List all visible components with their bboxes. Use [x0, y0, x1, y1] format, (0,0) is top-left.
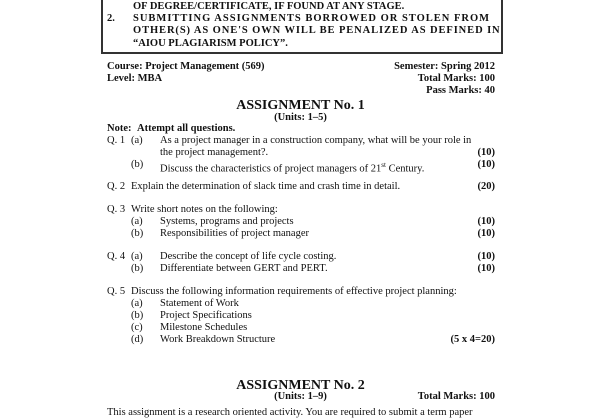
warning-item-number: 2.: [107, 13, 115, 24]
part-label: (b): [131, 228, 144, 239]
question-text: Discuss the following information requirements of effective project planning:: [131, 286, 457, 297]
question-number: Q. 4: [107, 251, 126, 262]
part-label: (b): [131, 263, 144, 274]
question-text: Differentiate between GERT and PERT.: [160, 263, 328, 274]
assignment-2-total-marks: Total Marks: 100: [417, 391, 495, 402]
question-text: As a project manager in a construction company, what will be your role in: [160, 135, 472, 146]
warning-line: SUBMITTING ASSIGNMENTS BORROWED OR STOLEN FROM: [133, 13, 491, 24]
question-text: Systems, programs and projects: [160, 216, 294, 227]
assignment-1-title: ASSIGNMENT No. 1: [236, 98, 365, 113]
question-text: Explain the determination of slack time and crash time in detail.: [131, 181, 401, 192]
note-label: Note:: [107, 123, 132, 134]
assignment-2-units: (Units: 1–9): [274, 391, 327, 402]
question-number: Q. 1: [107, 135, 126, 146]
assignment-2-title: ASSIGNMENT No. 2: [236, 378, 365, 393]
question-text: Responsibilities of project manager: [160, 228, 310, 239]
part-label: (a): [131, 298, 143, 309]
part-label: (b): [131, 159, 144, 170]
question-number: Q. 2: [107, 181, 126, 192]
marks: (10): [477, 159, 495, 170]
marks: (10): [477, 147, 495, 158]
question-text: Work Breakdown Structure: [160, 334, 276, 345]
question-number: Q. 5: [107, 286, 126, 297]
pass-marks: Pass Marks: 40: [426, 85, 495, 96]
question-text: Statement of Work: [160, 298, 239, 309]
question-text: the project management?.: [160, 147, 269, 158]
question-number: Q. 3: [107, 204, 126, 215]
part-label: (d): [131, 334, 144, 345]
warning-line: “AIOU PLAGIARISM POLICY”.: [133, 38, 288, 49]
assignment-1-units: (Units: 1–5): [274, 112, 327, 123]
note-text: Attempt all questions.: [137, 123, 236, 134]
level-label: Level: MBA: [107, 73, 163, 84]
question-text: Project Specifications: [160, 310, 252, 321]
question-text: Milestone Schedules: [160, 322, 248, 333]
question-text: Discuss the characteristics of project managers of 21st Century.: [160, 161, 425, 175]
question-text: Describe the concept of life cycle costing.: [160, 251, 337, 262]
marks: (10): [477, 263, 495, 274]
total-marks: Total Marks: 100: [417, 73, 495, 84]
marks: (10): [477, 251, 495, 262]
course-label: Course: Project Management (569): [107, 61, 265, 72]
part-label: (a): [131, 135, 143, 146]
marks: (10): [477, 216, 495, 227]
marks: (20): [477, 181, 495, 192]
part-label: (a): [131, 216, 143, 227]
marks: (10): [477, 228, 495, 239]
question-text: Write short notes on the following:: [131, 204, 278, 215]
assignment-2-intro: This assignment is a research oriented activity. You are required to submit a term paper: [107, 407, 473, 418]
semester-label: Semester: Spring 2012: [394, 61, 495, 72]
marks: (5 x 4=20): [450, 334, 495, 345]
part-label: (b): [131, 310, 144, 321]
warning-line: OTHER(S) AS ONE'S OWN WILL BE PENALIZED AS DEFINED IN: [133, 25, 501, 36]
part-label: (c): [131, 322, 143, 333]
part-label: (a): [131, 251, 143, 262]
warning-line: OF DEGREE/CERTIFICATE, IF FOUND AT ANY STAGE.: [133, 1, 405, 12]
